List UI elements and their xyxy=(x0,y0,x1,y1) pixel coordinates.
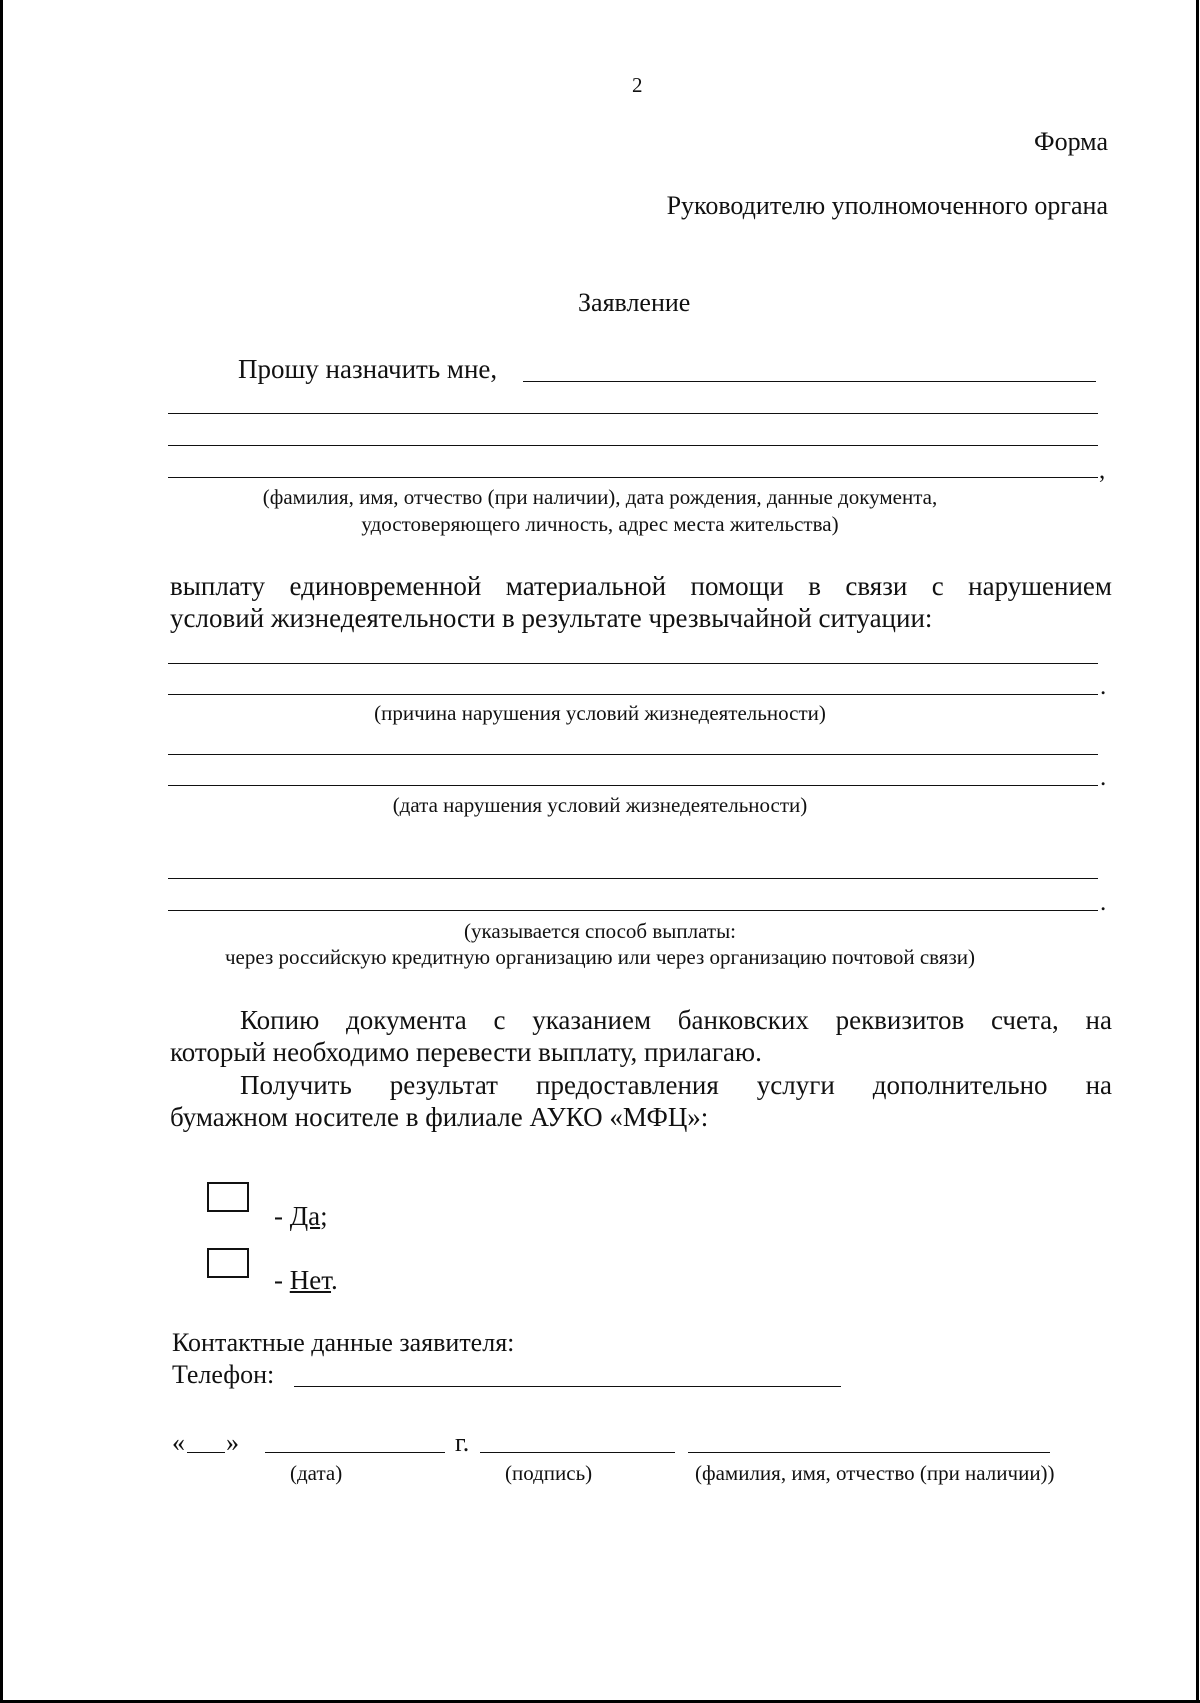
no-option: - Нет. xyxy=(274,1265,338,1295)
page-border-right xyxy=(1196,0,1199,1703)
caption-method-1: (указывается способ выплаты: xyxy=(463,919,737,943)
caption-person-2: удостоверяющего личность, адрес места жительства) xyxy=(361,512,839,536)
month-field-line[interactable] xyxy=(265,1452,445,1453)
reason-field-line-1[interactable] xyxy=(168,663,1098,664)
payment-text-line-2: условий жизнедеятельности в результате чрезвычайной ситуации: xyxy=(170,603,933,633)
payment-text-line-1: выплату единовременной материальной помощи в связи с нарушением xyxy=(170,571,1112,601)
caption-method-2: через российскую кредитную организацию или через организацию почтовой связи) xyxy=(225,945,975,969)
caption-date: (дата нарушения условий жизнедеятельности) xyxy=(392,793,808,817)
document-title: Заявление xyxy=(578,288,691,317)
line-end-comma: , xyxy=(1099,457,1106,484)
applicant-field-line-3[interactable] xyxy=(168,445,1098,446)
page-border-left xyxy=(0,0,3,1703)
applicant-field-line-4[interactable] xyxy=(168,477,1098,478)
day-field-line[interactable] xyxy=(187,1452,225,1453)
contacts-label: Контактные данные заявителя: xyxy=(172,1328,515,1357)
applicant-field-line-2[interactable] xyxy=(168,413,1098,414)
yes-option: - Да; xyxy=(274,1201,328,1231)
method-field-line-1[interactable] xyxy=(168,878,1098,879)
phone-field-line[interactable] xyxy=(294,1386,841,1387)
yes-label: Да xyxy=(289,1201,321,1231)
receive-text-line-1: Получить результат предоставления услуги дополнительно на xyxy=(240,1070,1112,1100)
no-label: Нет xyxy=(289,1265,332,1295)
caption-sig-signature: (подпись) xyxy=(505,1461,593,1485)
form-label: Форма xyxy=(1034,127,1108,156)
receive-text-line-2: бумажном носителе в филиале АУКО «МФЦ»: xyxy=(170,1102,709,1132)
copy-text-line-1: Копию документа с указанием банковских реквизитов счета, на xyxy=(240,1005,1112,1035)
addressee: Руководителю уполномоченного органа xyxy=(666,191,1108,220)
method-line-end-period: . xyxy=(1100,889,1107,916)
page-number: 2 xyxy=(632,73,643,97)
no-checkbox[interactable] xyxy=(207,1248,249,1278)
date-line-end-period: . xyxy=(1100,764,1107,791)
reason-field-line-2[interactable] xyxy=(168,694,1098,695)
reason-line-end-period: . xyxy=(1100,673,1107,700)
date-close-quote: » xyxy=(226,1428,239,1457)
yes-checkbox[interactable] xyxy=(207,1182,249,1212)
year-suffix: г. xyxy=(455,1428,470,1457)
date-field-line-2[interactable] xyxy=(168,785,1098,786)
applicant-field-line-1[interactable] xyxy=(523,381,1096,382)
full-name-field-line[interactable] xyxy=(688,1452,1050,1453)
date-field-line-1[interactable] xyxy=(168,754,1098,755)
phone-label: Телефон: xyxy=(172,1360,275,1389)
caption-sig-name: (фамилия, имя, отчество (при наличии)) xyxy=(695,1461,1055,1485)
date-open-quote: « xyxy=(172,1428,185,1457)
method-field-line-2[interactable] xyxy=(168,910,1098,911)
request-intro: Прошу назначить мне, xyxy=(238,354,498,384)
copy-text-line-2: который необходимо перевести выплату, прилагаю. xyxy=(170,1037,762,1067)
caption-reason: (причина нарушения условий жизнедеятельности) xyxy=(374,701,826,725)
caption-sig-date: (дата) xyxy=(290,1461,343,1485)
caption-person-1: (фамилия, имя, отчество (при наличии), дата рождения, данные документа, xyxy=(262,485,938,509)
signature-field-line[interactable] xyxy=(480,1452,675,1453)
